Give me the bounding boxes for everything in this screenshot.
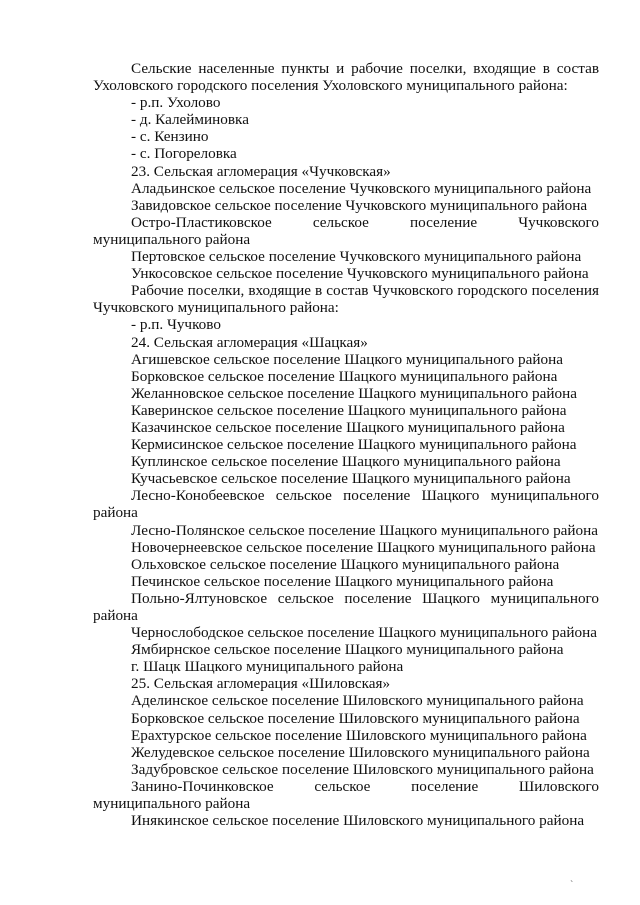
list-item-borkovskoe-shatsk: Борковское сельское поселение Шацкого муниципального района (131, 367, 558, 385)
list-item-pertovskoe: Пертовское сельское поселение Чучковского муниципального района (131, 248, 582, 266)
list-item-zadubrovskoe: Задубровское сельское поселение Шиловского муниципального района (131, 760, 594, 778)
list-item-kenzino: - с. Кензино (131, 128, 209, 146)
list-item-kazachinskoe: Казачинское сельское поселение Шацкого муниципального района (131, 418, 565, 436)
list-item-kaverinskoe: Каверинское сельское поселение Шацкого муниципального района (131, 401, 567, 419)
list-item-lesno-polyanskoe: Лесно-Полянское сельское поселение Шацкого муниципального района (131, 521, 599, 539)
list-item-rp-ukholovo: - р.п. Ухолово (131, 94, 221, 112)
section-heading-24: 24. Сельская агломерация «Шацкая» (131, 333, 368, 351)
list-item-rp-chuchkovo: - р.п. Чучково (131, 316, 221, 334)
list-item-yambirnskoe: Ямбирнское сельское поселение Шацкого муниципального района (131, 641, 564, 659)
list-item-ostro-plastikovskoe: Остро-Пластиковское сельское поселение Чучковского муниципального района (93, 213, 599, 248)
list-item-zanino-pochinkovskoe: Занино-Починковское сельское поселение Шиловского муниципального района (93, 777, 599, 813)
list-item-g-shatsk: г. Шацк Шацкого муниципального района (131, 658, 404, 676)
paragraph-ukholovo-intro: Сельские населенные пункты и рабочие поселки, входящие в состав Ухоловского городского поселения Ухоловского муниципального района: (93, 60, 599, 95)
list-item-kermisinskoe: Кермисинское сельское поселение Шацкого муниципального района (131, 436, 577, 454)
list-item-zheludevskoe: Желудевское сельское поселение Шиловского муниципального района (131, 743, 590, 761)
list-item-borkovskoe-shilovo: Борковское сельское поселение Шиловского муниципального района (131, 709, 580, 727)
list-item-inyakinskoe: Инякинское сельское поселение Шиловского муниципального района (131, 812, 585, 830)
list-item-kaleiminovka: - д. Калейминовка (131, 111, 249, 129)
list-item-polno-yaltunovskoe: Польно-Ялтуновское сельское поселение Шацкого муниципального района (93, 589, 599, 624)
section-heading-25: 25. Сельская агломерация «Шиловская» (131, 675, 391, 693)
list-item-lesno-konobeevskoe: Лесно-Конобеевское сельское поселение Шацкого муниципального района (93, 487, 599, 522)
list-item-erakhturskoe: Ерахтурское сельское поселение Шиловского муниципального района (131, 726, 587, 744)
list-item-adelinskoe: Аделинское сельское поселение Шиловского муниципального района (131, 692, 584, 710)
document-body (93, 60, 599, 829)
list-item-chernoslobodskoe: Чернослободское сельское поселение Шацкого муниципального района (131, 624, 597, 642)
list-item-agishevskoe: Агишевское сельское поселение Шацкого муниципального района (131, 350, 563, 368)
list-item-zhelannovskoe: Желанновское сельское поселение Шацкого муниципального района (131, 384, 577, 402)
list-item-kuplinskoe: Куплинское сельское поселение Шацкого муниципального района (131, 453, 561, 471)
page-mark: ` (570, 880, 574, 891)
paragraph-chuchkovo-intro: Рабочие поселки, входящие в состав Чучковского городского поселения Чучковского муниципального района: (93, 282, 599, 317)
list-item-kuchasevskoe: Кучасьевское сельское поселение Шацкого муниципального района (131, 470, 571, 488)
list-item-unkosovskoe: Ункосовское сельское поселение Чучковского муниципального района (131, 265, 589, 283)
list-item-pechinskoe: Печинское сельское поселение Шацкого муниципального района (131, 572, 554, 590)
list-item-novocherneevskoe: Новочернеевское сельское поселение Шацкого муниципального района (131, 538, 596, 556)
section-heading-23: 23. Сельская агломерация «Чучковская» (131, 162, 391, 180)
list-item-pogorelovka: - с. Погореловка (131, 145, 237, 163)
list-item-zavidovskoe: Завидовское сельское поселение Чучковского муниципального района (131, 196, 588, 214)
list-item-aladinskoe: Аладьинское сельское поселение Чучковского муниципального района (131, 179, 592, 197)
list-item-olkhovskoe: Ольховское сельское поселение Шацкого муниципального района (131, 555, 560, 573)
